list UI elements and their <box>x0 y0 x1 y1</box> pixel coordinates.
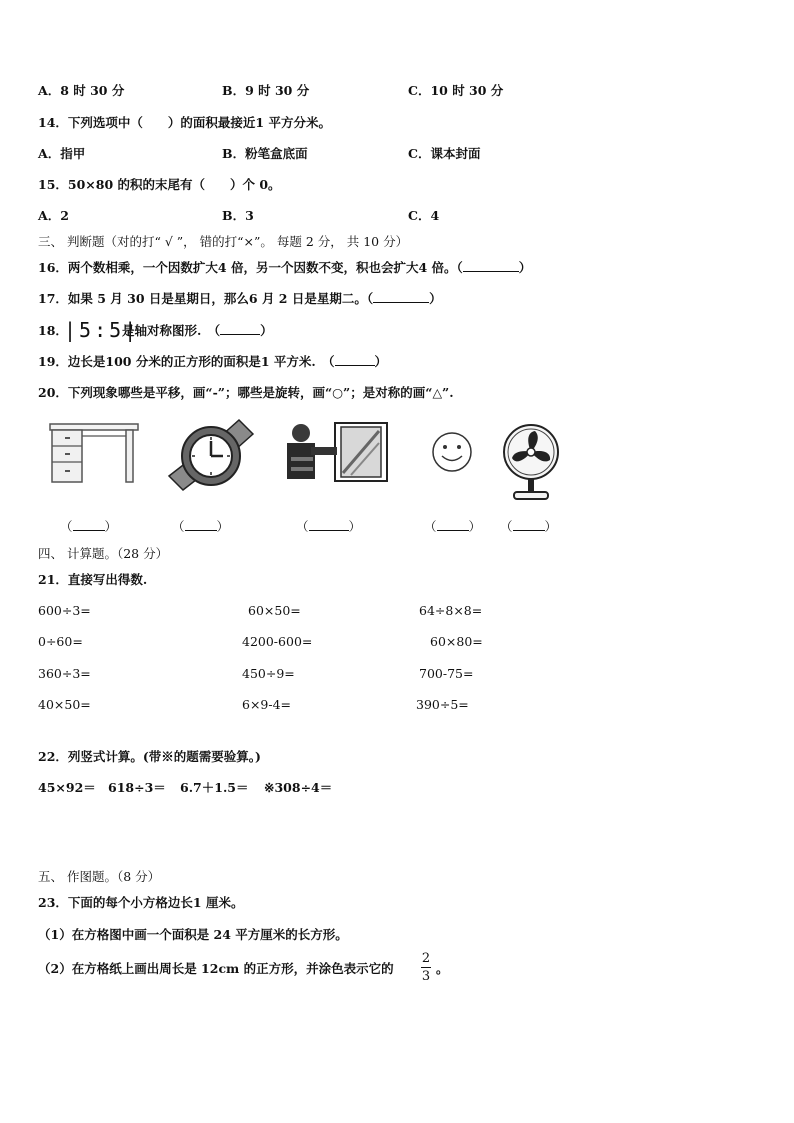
q18-paren-close: ） <box>260 323 273 338</box>
section-3-heading: 三、 判断题（对的打“ √ ”， 错的打“×”。 每题 2 分， 共 10 分） <box>38 234 409 249</box>
q21-item: 0÷60= <box>38 634 83 649</box>
fraction-numerator: 2 <box>421 951 431 966</box>
fan-icon <box>500 422 562 504</box>
q16-answer-blank[interactable] <box>463 270 519 272</box>
q21-item: 360÷3= <box>38 666 91 681</box>
desk-icon <box>48 420 140 488</box>
q22-item-2: 618÷3＝ <box>108 780 166 795</box>
q19-paren-close: ） <box>374 354 388 369</box>
q19-answer-blank[interactable] <box>335 364 375 366</box>
q21-item: 6×9-4= <box>242 697 292 712</box>
q22-text: 22．列竖式计算。(带※的题需要验算。) <box>38 749 261 764</box>
q20-text: 20．下列现象哪些是平移，画“-”；哪些是旋转，画“○”；是对称的画“△”. <box>38 385 454 400</box>
q18-text <box>122 325 273 338</box>
fraction-two-thirds <box>421 952 431 983</box>
q17-text <box>38 293 442 306</box>
q20-answer-5[interactable]: （ ） <box>500 519 558 534</box>
q20-answer-4[interactable]: （ ） <box>424 519 482 534</box>
q15-option-a: A．2 <box>38 208 69 223</box>
q16-text <box>38 262 531 275</box>
q19-statement: 19．边长是100 分米的正方形的面积是1 平方米. （ <box>38 354 335 369</box>
q18-answer-blank[interactable] <box>220 333 260 335</box>
section-5-heading: 五、 作图题。（8 分） <box>38 869 161 884</box>
fraction-denominator: 3 <box>421 969 431 984</box>
q21-item: 600÷3= <box>38 603 91 618</box>
watch-icon <box>165 416 257 498</box>
q20-answer-3[interactable]: （ ） <box>296 519 362 534</box>
q15-option-b: B．3 <box>222 208 254 223</box>
q13-option-b: B．9 时 30 分 <box>222 83 310 98</box>
q22-item-3: 6.7＋1.5＝ <box>180 780 249 795</box>
digital-clock-digits: |5:5| <box>64 318 140 342</box>
q21-item: 450÷9= <box>242 666 295 681</box>
q16-paren-close: ） <box>518 260 532 275</box>
smiley-icon <box>430 430 474 474</box>
q22-item-1: 45×92＝ <box>38 780 96 795</box>
q21-item: 60×50= <box>248 603 301 618</box>
q16-statement: 16．两个数相乘，一个因数扩大4 倍，另一个因数不变，积也会扩大4 倍。（ <box>38 260 463 275</box>
q21-item: 4200-600= <box>242 634 313 649</box>
q23-part-1: （1）在方格图中画一个面积是 24 平方厘米的长方形。 <box>38 927 348 942</box>
q22-item-4: ※308÷4＝ <box>264 780 333 795</box>
q18-statement: 是轴对称图形. （ <box>122 323 221 338</box>
q17-paren-close: ） <box>429 291 442 306</box>
q13-option-a: A．8 时 30 分 <box>38 83 125 98</box>
q18-prefix: 18． <box>38 323 68 338</box>
q14-option-a: A．指甲 <box>38 146 86 161</box>
q23-part-2-end: 。 <box>436 961 449 976</box>
q17-statement: 17．如果 5 月 30 日是星期日，那么6 月 2 日是星期二。（ <box>38 291 374 306</box>
q21-text: 21．直接写出得数. <box>38 572 148 587</box>
q19-text <box>38 356 387 369</box>
q21-item: 390÷5= <box>416 697 469 712</box>
q21-item: 40×50= <box>38 697 91 712</box>
q23-part-2: （2）在方格纸上画出周长是 12cm 的正方形，并涂色表示它的 <box>38 961 394 976</box>
q13-option-c: C．10 时 30 分 <box>408 83 504 98</box>
q14-text: 14．下列选项中（ ）的面积最接近1 平方分米。 <box>38 115 331 130</box>
q21-item: 700-75= <box>419 666 474 681</box>
q15-text: 15．50×80 的积的末尾有（ ）个 0。 <box>38 177 281 192</box>
q14-option-c: C．课本封面 <box>408 146 481 161</box>
q15-option-c: C．4 <box>408 208 440 223</box>
window-push-icon <box>281 421 389 485</box>
section-4-heading: 四、 计算题。（28 分） <box>38 546 169 561</box>
q21-item: 64÷8×8= <box>419 603 483 618</box>
q23-text: 23．下面的每个小方格边长1 厘米。 <box>38 895 244 910</box>
q21-item: 60×80= <box>430 634 483 649</box>
q14-option-b: B．粉笔盒底面 <box>222 146 308 161</box>
q20-answer-1[interactable]: （ ） <box>60 519 118 534</box>
q17-answer-blank[interactable] <box>373 301 429 303</box>
q20-answer-2[interactable]: （ ） <box>172 519 230 534</box>
